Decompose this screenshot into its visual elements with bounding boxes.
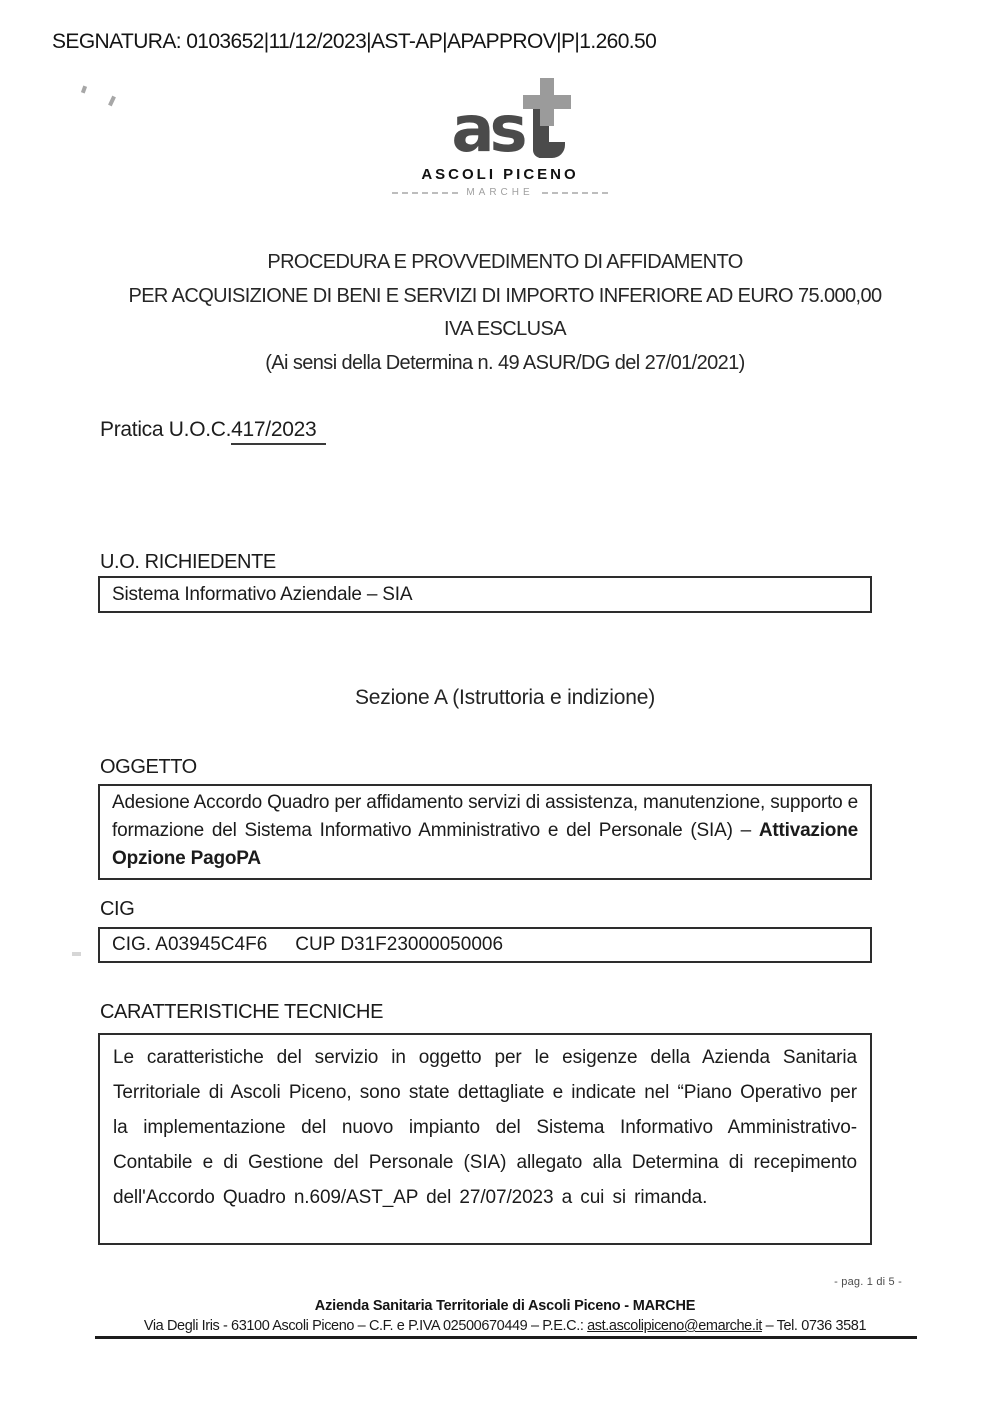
plus-icon (523, 78, 571, 126)
logo-org-name: ASCOLI PICENO (421, 166, 579, 183)
caratteristiche-text: Le caratteristiche del servizio in oggetto per le esigenze della Azienda Sanitaria Territoriale di Ascoli Piceno, sono state dettagliate e indicate nel “Piano Operativo per la implementazione del nuovo impianto del Sistema Informativo Amministrativo-Contabile e di Gestione del Personale (SIA) allegato alla Determina di recepimento dell'Accordo Quadro n.609/AST_AP del 27/07/2023 a cui si rimanda. (113, 1047, 857, 1208)
caratteristiche-box (98, 1033, 872, 1245)
cig-box (98, 927, 872, 963)
sezione-a-heading: Sezione A (Istruttoria e indizione) (354, 686, 655, 709)
pratica-label: Pratica U.O.C. (100, 418, 232, 441)
oggetto-bold-text: Attivazione Opzione PagoPA (112, 820, 858, 869)
pratica-number: 417/2023 (231, 418, 326, 445)
oggetto-box (98, 784, 872, 880)
page-number-marker: - pag. 1 di 5 - (834, 1276, 902, 1288)
footer-address-prefix: Via Degli Iris - 63100 Ascoli Piceno – C.F. e P.IVA 02500670449 – P.E.C.: (143, 1318, 588, 1334)
cig-heading: CIG (100, 898, 135, 920)
scan-speck (72, 952, 81, 956)
cup-value: CUP D31F23000050006 (295, 934, 504, 955)
title-line-1: PROCEDURA E PROVVEDIMENTO DI AFFIDAMENTO (267, 251, 743, 273)
uo-richiedente-heading: U.O. RICHIEDENTE (100, 551, 276, 573)
title-line-3: IVA ESCLUSA (444, 318, 566, 340)
uo-richiedente-value: Sistema Informativo Aziendale – SIA (112, 583, 413, 605)
oggetto-text: Adesione Accordo Quadro per affidamento servizi di assistenza, manutenzione, supporto e formazione del Sistema Informativo Amministrativo e del Personale (SIA) – (112, 792, 858, 841)
ast-logo (0, 92, 1000, 198)
footer-org-line: Azienda Sanitaria Territoriale di Ascoli Piceno - MARCHE (314, 1298, 696, 1314)
document-title (50, 246, 960, 380)
title-line-4: (Ai sensi della Determina n. 49 ASUR/DG del 27/01/2021) (265, 351, 745, 374)
pratica-line (100, 418, 326, 442)
cig-value: CIG. A03945C4F6 (112, 934, 268, 955)
dash-line (392, 192, 458, 194)
logo-letters-as: as (451, 93, 523, 167)
uo-richiedente-box (98, 576, 872, 613)
oggetto-heading: OGGETTO (100, 756, 197, 778)
logo-wordmark (451, 92, 548, 167)
logo-region-row (392, 187, 607, 198)
footer-address-line (50, 1318, 960, 1334)
title-line-2: PER ACQUISIZIONE DI BENI E SERVIZI DI IMPORTO INFERIORE AD EURO 75.000,00 (128, 284, 882, 307)
segnatura-line: SEGNATURA: 0103652|11/12/2023|AST-AP|APAPPROV|P|1.260.50 (52, 30, 657, 53)
footer-address-suffix: – Tel. 0736 3581 (761, 1318, 867, 1334)
logo-region-name: MARCHE (466, 187, 534, 198)
footer-email-link[interactable]: ast.ascolipiceno@emarche.it (587, 1318, 762, 1334)
footer-divider-rule (95, 1336, 917, 1339)
dash-line (542, 192, 608, 194)
caratteristiche-heading: CARATTERISTICHE TECNICHE (100, 1001, 384, 1023)
